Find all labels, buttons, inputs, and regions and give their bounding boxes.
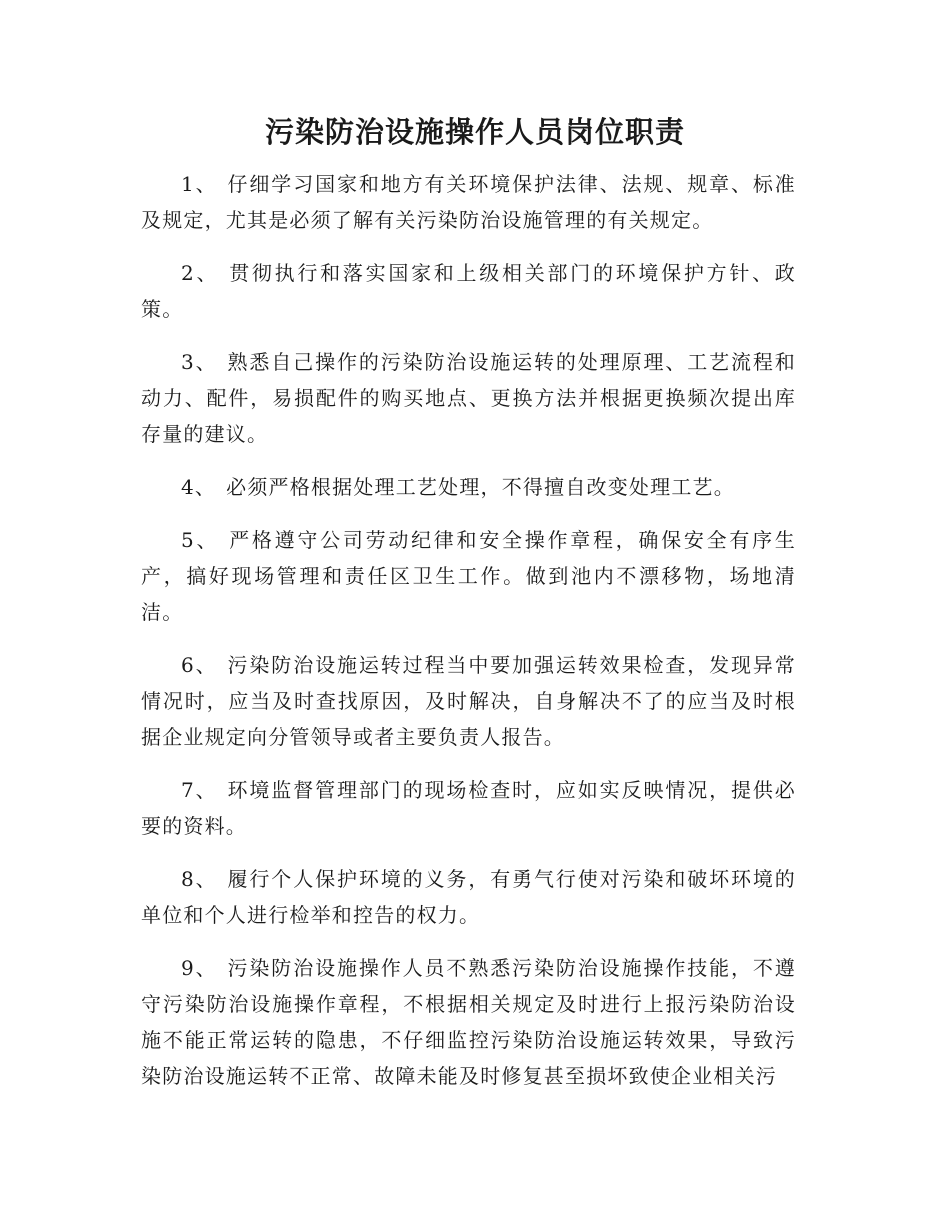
paragraph-text: 严格遵守公司劳动纪律和安全操作章程，确保安全有序生产，搞好现场管理和责任区卫生工作。做到池内不漂移物，场地清洁。 <box>141 528 797 624</box>
document-title: 污染防治设施操作人员岗位职责 <box>264 115 685 149</box>
paragraph-text: 污染防治设施操作人员不熟悉污染防治设施操作技能，不遵守污染防治设施操作章程，不根据相关规定及时进行上报污染防治设施不能正常运转的隐患，不仔细监控污染防治设施运转效果，导致污染防治设施运转不正常、故障未能及时修复甚至损坏致使企业相关污 <box>141 956 797 1088</box>
paragraph-1 <box>141 166 796 238</box>
paragraph-text: 必须严格根据处理工艺处理，不得擅自改变处理工艺。 <box>226 475 735 499</box>
paragraph-number: 2、 <box>181 261 220 285</box>
paragraph-text: 环境监督管理部门的现场检查时，应如实反映情况，提供必要的资料。 <box>141 778 797 838</box>
paragraph-4 <box>141 469 796 505</box>
paragraph-text: 贯彻执行和落实国家和上级相关部门的环境保护方针、政策。 <box>141 261 797 321</box>
paragraph-number: 5、 <box>181 528 220 552</box>
paragraph-9 <box>141 950 796 1094</box>
paragraph-2 <box>141 255 796 327</box>
paragraph-number: 3、 <box>181 350 218 374</box>
paragraph-8 <box>141 861 796 933</box>
paragraph-text: 熟悉自己操作的污染防治设施运转的处理原理、工艺流程和动力、配件，易损配件的购买地点、更换方法并根据更换频次提出库存量的建议。 <box>141 350 797 446</box>
paragraph-number: 7、 <box>181 778 218 802</box>
document-body <box>141 166 796 1111</box>
paragraph-number: 9、 <box>181 956 218 980</box>
paragraph-text: 仔细学习国家和地方有关环境保护法律、法规、规章、标准及规定，尤其是必须了解有关污染防治设施管理的有关规定。 <box>141 172 797 232</box>
paragraph-number: 1、 <box>181 172 218 196</box>
paragraph-number: 6、 <box>181 653 218 677</box>
paragraph-text: 污染防治设施运转过程当中要加强运转效果检查，发现异常情况时，应当及时查找原因，及时解决，自身解决不了的应当及时根据企业规定向分管领导或者主要负责人报告。 <box>141 653 797 749</box>
paragraph-number: 8、 <box>181 867 218 891</box>
paragraph-text: 履行个人保护环境的义务，有勇气行使对污染和破坏环境的单位和个人进行检举和控告的权力。 <box>141 867 797 927</box>
paragraph-5 <box>141 522 796 630</box>
paragraph-7 <box>141 772 796 844</box>
paragraph-number: 4、 <box>181 475 217 499</box>
paragraph-3 <box>141 344 796 452</box>
paragraph-6 <box>141 647 796 755</box>
